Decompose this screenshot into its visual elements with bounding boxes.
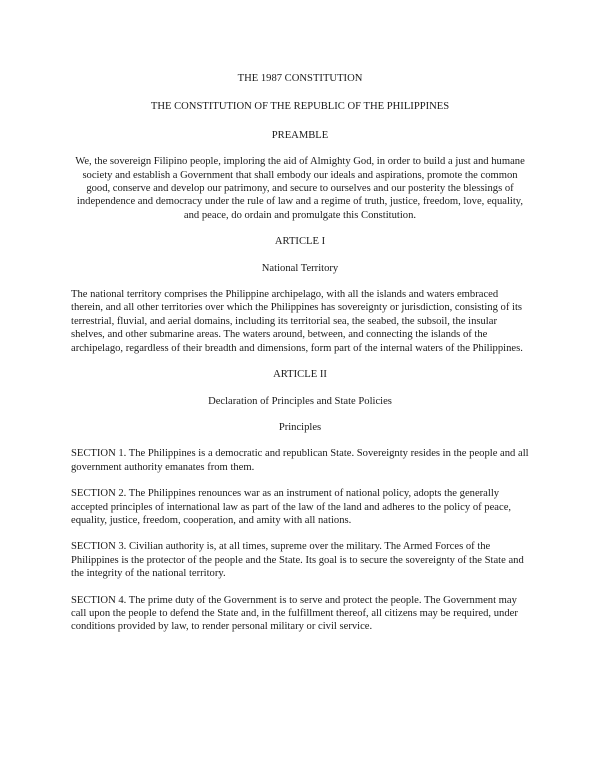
document-title: THE 1987 CONSTITUTION <box>237 73 363 84</box>
article-2-subheading: Declaration of Principles and State Policies <box>208 395 392 407</box>
section-3: SECTION 3. Civilian authority is, at all times, supreme over the military. The Armed Forces of the Philippines is the protector of the people and the State. Its goal is to secure the sovereignty of the State and the integrity of the national territory. <box>71 541 524 580</box>
document-subtitle: THE CONSTITUTION OF THE REPUBLIC OF THE PHILIPPINES <box>150 101 450 113</box>
article-2-heading: ARTICLE II <box>273 369 327 381</box>
principles-heading: Principles <box>278 421 322 433</box>
article-1-heading: ARTICLE I <box>274 236 326 248</box>
preamble-heading: PREAMBLE <box>271 129 329 141</box>
article-1-text: The national territory comprises the Philippine archipelago, with all the islands and waters embraced therein, and all other territories over which the Philippines has sovereignty or jurisdiction, consisting of its terrestrial, fluvial, and aerial domains, including its territorial sea, the seabed, the subsoil, the insular shelves, and other submarine areas. The waters around, between, and connecting the islands of the archipelago, regardless of their breadth and dimensions, form part of the internal waters of the Philippines. <box>71 289 523 354</box>
preamble-text: We, the sovereign Filipino people, imploring the aid of Almighty God, in order to build a just and humane society and establish a Government that shall embody our ideals and aspirations, promote the common good, conserve and develop our patrimony, and secure to ourselves and our posterity the blessings of independence and democracy under the rule of law and a regime of truth, justice, freedom, love, equality, and peace, do ordain and promulgate this Constitution. <box>75 156 525 221</box>
section-2: SECTION 2. The Philippines renounces war as an instrument of national policy, adopts the generally accepted principles of international law as part of the law of the land and adheres to the policy of peace, equality, justice, freedom, cooperation, and amity with all nations. <box>71 488 512 526</box>
article-1-subheading: National Territory <box>261 262 339 274</box>
section-4: SECTION 4. The prime duty of the Government is to serve and protect the people. The Government may call upon the people to defend the State and, in the fulfillment thereof, all citizens may be required, under conditions provided by law, to render personal military or civil service. <box>71 594 518 633</box>
section-1: SECTION 1. The Philippines is a democratic and republican State. Sovereignty resides in the people and all government authority emanates from them. <box>71 448 529 473</box>
document-page <box>71 72 529 647</box>
